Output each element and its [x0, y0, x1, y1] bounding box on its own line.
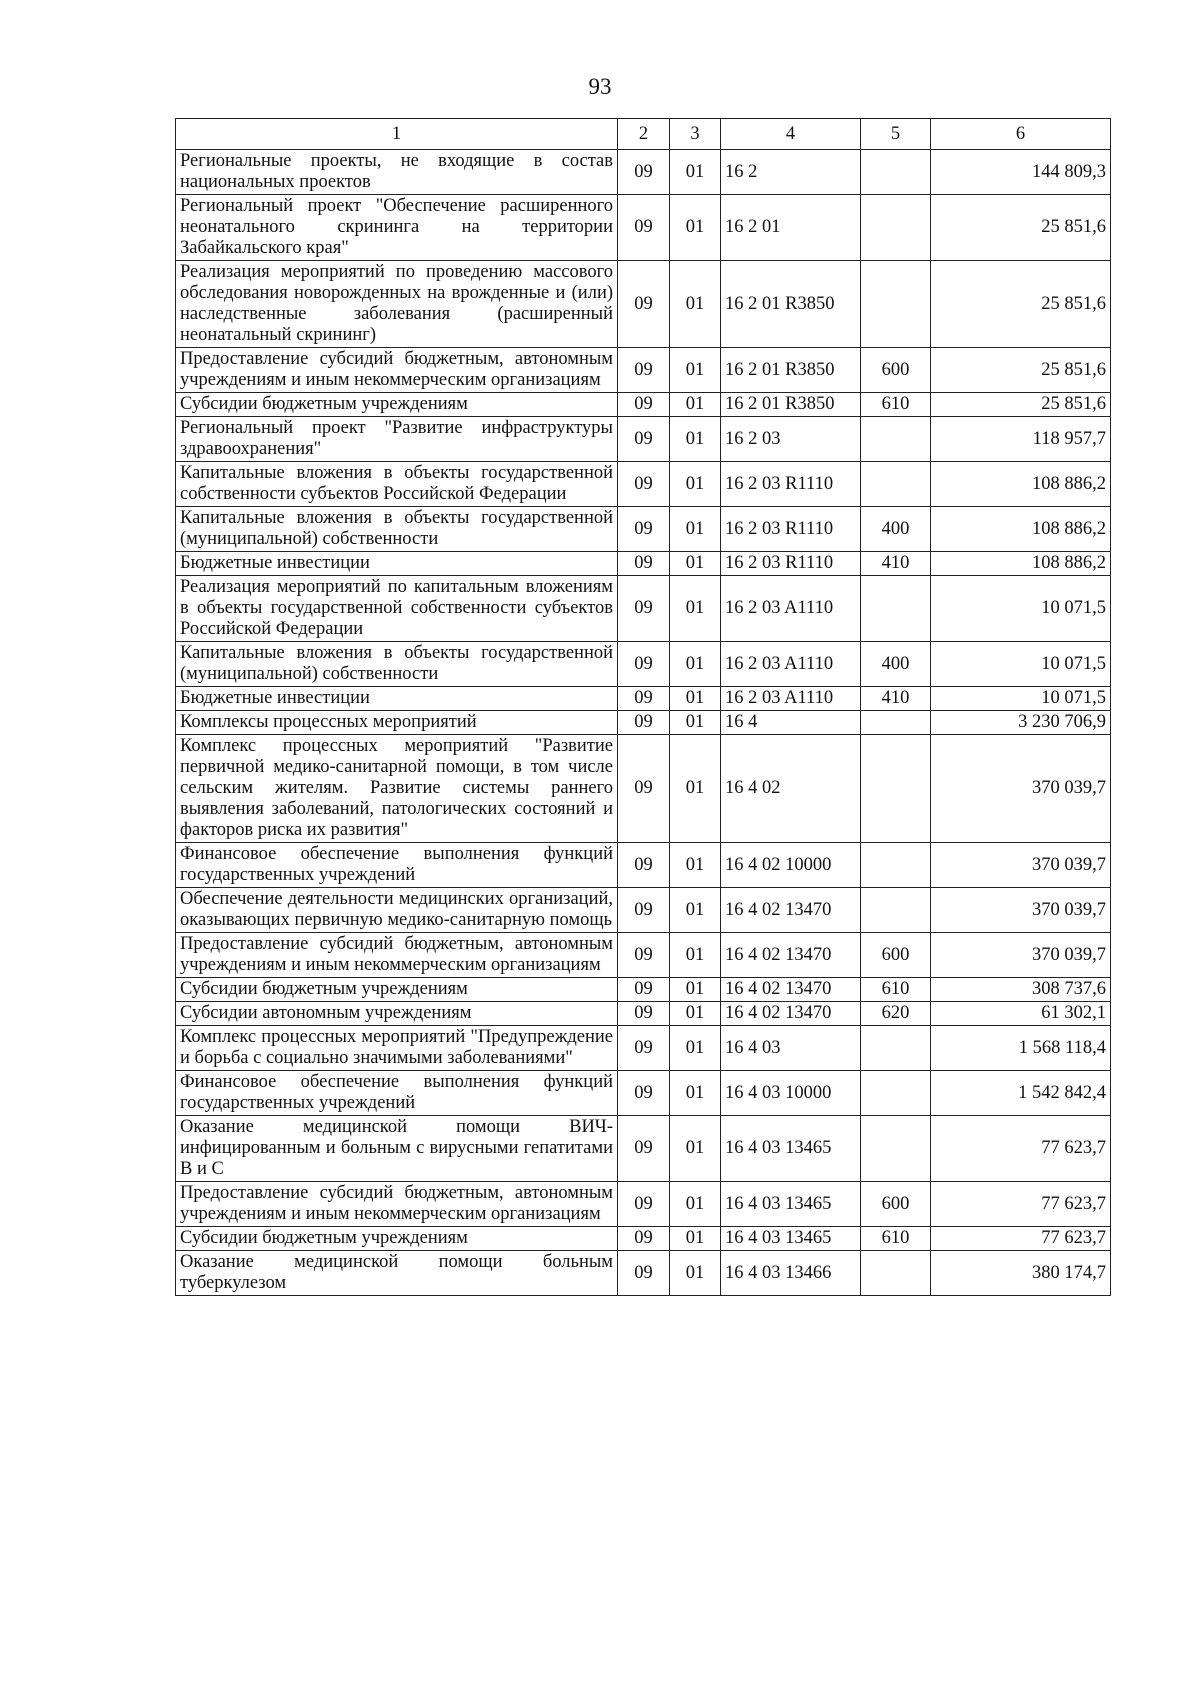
- table-row: [176, 261, 1111, 348]
- cell-section: 09: [618, 888, 670, 933]
- cell-expense-type: 620: [861, 1002, 931, 1026]
- cell-name: Субсидии бюджетным учреждениям: [176, 1227, 618, 1251]
- cell-expense-type: 400: [861, 642, 931, 687]
- cell-expense-type: 410: [861, 552, 931, 576]
- cell-expense-type: [861, 843, 931, 888]
- cell-expense-type: 600: [861, 1182, 931, 1227]
- cell-expense-type: 600: [861, 348, 931, 393]
- cell-name: Капитальные вложения в объекты государственной собственности субъектов Российской Федерации: [176, 462, 618, 507]
- cell-subsection: 01: [670, 933, 721, 978]
- cell-subsection: 01: [670, 1227, 721, 1251]
- cell-section: 09: [618, 642, 670, 687]
- cell-amount: 77 623,7: [931, 1227, 1111, 1251]
- cell-section: 09: [618, 576, 670, 642]
- cell-name: Предоставление субсидий бюджетным, автономным учреждениям и иным некоммерческим организациям: [176, 348, 618, 393]
- cell-target-code: 16 4 03 10000: [721, 1071, 861, 1116]
- cell-name: Комплекс процессных мероприятий "Развитие первичной медико-санитарной помощи, в том числе сельским жителям. Развитие системы раннего выявления заболеваний, патологических состояний и факторов риска их развития": [176, 735, 618, 843]
- header-col-6: 6: [931, 119, 1111, 150]
- cell-section: 09: [618, 843, 670, 888]
- cell-target-code: 16 2 01 R3850: [721, 393, 861, 417]
- cell-amount: 25 851,6: [931, 393, 1111, 417]
- cell-target-code: 16 4 02 13470: [721, 1002, 861, 1026]
- cell-name: Субсидии автономным учреждениям: [176, 1002, 618, 1026]
- header-row: [176, 119, 1111, 150]
- cell-name: Комплексы процессных мероприятий: [176, 711, 618, 735]
- cell-expense-type: [861, 417, 931, 462]
- cell-subsection: 01: [670, 195, 721, 261]
- cell-section: 09: [618, 1182, 670, 1227]
- table-row: [176, 711, 1111, 735]
- page-number: 93: [588, 74, 612, 99]
- cell-target-code: 16 4 03: [721, 1026, 861, 1071]
- cell-name: Региональный проект "Обеспечение расширенного неонатального скрининга на территории Забайкальского края": [176, 195, 618, 261]
- cell-subsection: 01: [670, 687, 721, 711]
- cell-target-code: 16 4 03 13465: [721, 1116, 861, 1182]
- cell-target-code: 16 2 03 A1110: [721, 576, 861, 642]
- table-row: [176, 735, 1111, 843]
- cell-name: Региональный проект "Развитие инфраструктуры здравоохранения": [176, 417, 618, 462]
- table-row: [176, 843, 1111, 888]
- cell-amount: 108 886,2: [931, 552, 1111, 576]
- cell-amount: 1 542 842,4: [931, 1071, 1111, 1116]
- table-row: [176, 1026, 1111, 1071]
- cell-amount: 61 302,1: [931, 1002, 1111, 1026]
- cell-section: 09: [618, 261, 670, 348]
- cell-name: Бюджетные инвестиции: [176, 552, 618, 576]
- cell-expense-type: 600: [861, 933, 931, 978]
- table-body: [176, 150, 1111, 1296]
- cell-target-code: 16 4 02 13470: [721, 888, 861, 933]
- cell-target-code: 16 2 03 A1110: [721, 642, 861, 687]
- cell-subsection: 01: [670, 1026, 721, 1071]
- cell-section: 09: [618, 417, 670, 462]
- cell-expense-type: [861, 462, 931, 507]
- cell-section: 09: [618, 348, 670, 393]
- cell-section: 09: [618, 1026, 670, 1071]
- cell-section: 09: [618, 1002, 670, 1026]
- cell-amount: 25 851,6: [931, 348, 1111, 393]
- cell-name: Субсидии бюджетным учреждениям: [176, 978, 618, 1002]
- cell-amount: 10 071,5: [931, 642, 1111, 687]
- cell-section: 09: [618, 711, 670, 735]
- cell-name: Региональные проекты, не входящие в состав национальных проектов: [176, 150, 618, 195]
- cell-subsection: 01: [670, 1182, 721, 1227]
- cell-subsection: 01: [670, 417, 721, 462]
- cell-expense-type: 610: [861, 1227, 931, 1251]
- table-row: [176, 576, 1111, 642]
- header-col-5: 5: [861, 119, 931, 150]
- cell-amount: 25 851,6: [931, 261, 1111, 348]
- cell-expense-type: 410: [861, 687, 931, 711]
- cell-subsection: 01: [670, 1251, 721, 1296]
- cell-name: Финансовое обеспечение выполнения функций государственных учреждений: [176, 843, 618, 888]
- cell-subsection: 01: [670, 507, 721, 552]
- cell-section: 09: [618, 933, 670, 978]
- table-header: [176, 119, 1111, 150]
- cell-name: Предоставление субсидий бюджетным, автономным учреждениям и иным некоммерческим организациям: [176, 933, 618, 978]
- cell-subsection: 01: [670, 642, 721, 687]
- table-row: [176, 1182, 1111, 1227]
- cell-amount: 380 174,7: [931, 1251, 1111, 1296]
- cell-subsection: 01: [670, 552, 721, 576]
- cell-target-code: 16 2: [721, 150, 861, 195]
- cell-name: Капитальные вложения в объекты государственной (муниципальной) собственности: [176, 642, 618, 687]
- budget-table: [175, 118, 1111, 1296]
- cell-expense-type: [861, 1116, 931, 1182]
- cell-target-code: 16 2 01 R3850: [721, 348, 861, 393]
- table-row: [176, 417, 1111, 462]
- cell-target-code: 16 4 03 13465: [721, 1227, 861, 1251]
- cell-amount: 3 230 706,9: [931, 711, 1111, 735]
- cell-amount: 370 039,7: [931, 735, 1111, 843]
- cell-name: Обеспечение деятельности медицинских организаций, оказывающих первичную медико-санитарную помощь: [176, 888, 618, 933]
- cell-expense-type: [861, 150, 931, 195]
- cell-expense-type: [861, 1026, 931, 1071]
- cell-expense-type: [861, 261, 931, 348]
- cell-section: 09: [618, 1227, 670, 1251]
- cell-amount: 118 957,7: [931, 417, 1111, 462]
- cell-section: 09: [618, 735, 670, 843]
- cell-amount: 144 809,3: [931, 150, 1111, 195]
- cell-expense-type: [861, 195, 931, 261]
- cell-amount: 108 886,2: [931, 507, 1111, 552]
- cell-target-code: 16 4 02 13470: [721, 933, 861, 978]
- cell-target-code: 16 2 03: [721, 417, 861, 462]
- table-row: [176, 888, 1111, 933]
- cell-section: 09: [618, 462, 670, 507]
- cell-section: 09: [618, 1251, 670, 1296]
- cell-section: 09: [618, 1116, 670, 1182]
- table-row: [176, 1227, 1111, 1251]
- cell-subsection: 01: [670, 735, 721, 843]
- cell-subsection: 01: [670, 843, 721, 888]
- table-row: [176, 393, 1111, 417]
- cell-section: 09: [618, 687, 670, 711]
- cell-amount: 108 886,2: [931, 462, 1111, 507]
- cell-amount: 77 623,7: [931, 1116, 1111, 1182]
- cell-subsection: 01: [670, 1116, 721, 1182]
- cell-target-code: 16 4 02 10000: [721, 843, 861, 888]
- cell-subsection: 01: [670, 393, 721, 417]
- cell-name: Предоставление субсидий бюджетным, автономным учреждениям и иным некоммерческим организациям: [176, 1182, 618, 1227]
- header-col-3: 3: [670, 119, 721, 150]
- cell-expense-type: [861, 1071, 931, 1116]
- cell-subsection: 01: [670, 348, 721, 393]
- cell-amount: 10 071,5: [931, 687, 1111, 711]
- cell-expense-type: [861, 711, 931, 735]
- cell-amount: 25 851,6: [931, 195, 1111, 261]
- cell-amount: 370 039,7: [931, 888, 1111, 933]
- cell-target-code: 16 2 03 A1110: [721, 687, 861, 711]
- cell-section: 09: [618, 150, 670, 195]
- cell-subsection: 01: [670, 462, 721, 507]
- table-row: [176, 978, 1111, 1002]
- cell-target-code: 16 4 02: [721, 735, 861, 843]
- header-col-2: 2: [618, 119, 670, 150]
- table-row: [176, 507, 1111, 552]
- cell-target-code: 16 4 02 13470: [721, 978, 861, 1002]
- cell-expense-type: 610: [861, 393, 931, 417]
- cell-section: 09: [618, 195, 670, 261]
- cell-section: 09: [618, 393, 670, 417]
- cell-name: Оказание медицинской помощи ВИЧ-инфицированным и больным с вирусными гепатитами В и С: [176, 1116, 618, 1182]
- cell-expense-type: [861, 735, 931, 843]
- table-row: [176, 1002, 1111, 1026]
- cell-subsection: 01: [670, 888, 721, 933]
- table-row: [176, 642, 1111, 687]
- table-row: [176, 1251, 1111, 1296]
- cell-target-code: 16 4: [721, 711, 861, 735]
- cell-expense-type: 400: [861, 507, 931, 552]
- table-row: [176, 687, 1111, 711]
- cell-target-code: 16 4 03 13466: [721, 1251, 861, 1296]
- cell-subsection: 01: [670, 576, 721, 642]
- cell-subsection: 01: [670, 1071, 721, 1116]
- table-row: [176, 348, 1111, 393]
- table-row: [176, 933, 1111, 978]
- cell-section: 09: [618, 507, 670, 552]
- table-row: [176, 462, 1111, 507]
- cell-expense-type: [861, 1251, 931, 1296]
- cell-section: 09: [618, 1071, 670, 1116]
- cell-subsection: 01: [670, 978, 721, 1002]
- cell-name: Оказание медицинской помощи больным туберкулезом: [176, 1251, 618, 1296]
- table-row: [176, 150, 1111, 195]
- cell-subsection: 01: [670, 150, 721, 195]
- cell-subsection: 01: [670, 711, 721, 735]
- cell-subsection: 01: [670, 1002, 721, 1026]
- header-col-4: 4: [721, 119, 861, 150]
- cell-section: 09: [618, 978, 670, 1002]
- cell-name: Финансовое обеспечение выполнения функций государственных учреждений: [176, 1071, 618, 1116]
- cell-amount: 10 071,5: [931, 576, 1111, 642]
- cell-expense-type: [861, 888, 931, 933]
- cell-name: Реализация мероприятий по проведению массового обследования новорожденных на врожденные и (или) наследственные заболевания (расширенный неонатальный скрининг): [176, 261, 618, 348]
- cell-amount: 308 737,6: [931, 978, 1111, 1002]
- cell-target-code: 16 2 03 R1110: [721, 462, 861, 507]
- cell-target-code: 16 4 03 13465: [721, 1182, 861, 1227]
- table-row: [176, 552, 1111, 576]
- header-col-1: 1: [176, 119, 618, 150]
- cell-expense-type: [861, 576, 931, 642]
- cell-target-code: 16 2 01 R3850: [721, 261, 861, 348]
- cell-amount: 77 623,7: [931, 1182, 1111, 1227]
- cell-section: 09: [618, 552, 670, 576]
- cell-expense-type: 610: [861, 978, 931, 1002]
- cell-name: Реализация мероприятий по капитальным вложениям в объекты государственной собственности субъектов Российской Федерации: [176, 576, 618, 642]
- cell-amount: 370 039,7: [931, 843, 1111, 888]
- table-row: [176, 195, 1111, 261]
- table-row: [176, 1116, 1111, 1182]
- cell-amount: 1 568 118,4: [931, 1026, 1111, 1071]
- cell-amount: 370 039,7: [931, 933, 1111, 978]
- cell-target-code: 16 2 01: [721, 195, 861, 261]
- cell-name: Комплекс процессных мероприятий "Предупреждение и борьба с социально значимыми заболеваниями": [176, 1026, 618, 1071]
- cell-target-code: 16 2 03 R1110: [721, 507, 861, 552]
- cell-name: Капитальные вложения в объекты государственной (муниципальной) собственности: [176, 507, 618, 552]
- table-row: [176, 1071, 1111, 1116]
- cell-subsection: 01: [670, 261, 721, 348]
- cell-name: Субсидии бюджетным учреждениям: [176, 393, 618, 417]
- cell-name: Бюджетные инвестиции: [176, 687, 618, 711]
- cell-target-code: 16 2 03 R1110: [721, 552, 861, 576]
